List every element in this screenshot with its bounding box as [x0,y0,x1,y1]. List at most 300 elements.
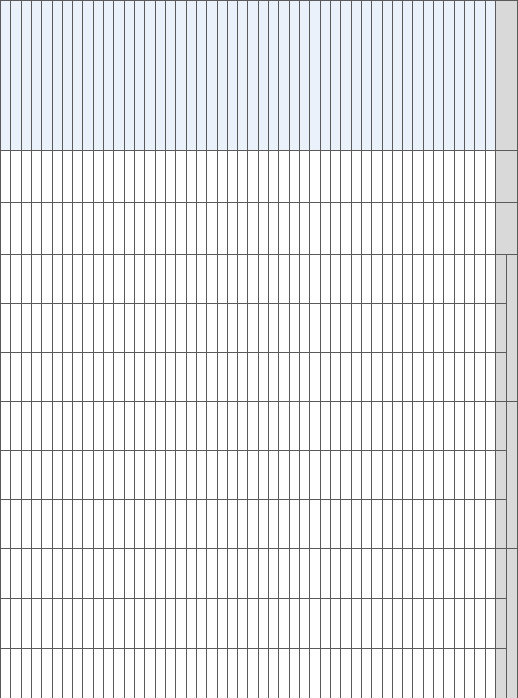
delta-cell [392,649,402,698]
header-subcol [496,304,507,353]
header-subcol [496,451,507,500]
group-value-cell [207,304,217,353]
delta-cell [31,500,41,549]
delta-cell [300,649,310,698]
group-value-cell [21,304,31,353]
row-label [361,1,371,151]
delta-cell [361,353,371,402]
group-value-cell [166,402,176,451]
group-value-cell [320,549,330,599]
delta-cell [207,649,217,698]
delta-cell [444,353,454,402]
row-label [145,1,155,151]
value-cell [279,151,289,203]
row-label [372,1,382,151]
table-row [300,1,310,698]
value-cell [475,203,485,255]
value-cell [351,203,361,255]
header-group-2 [507,402,518,549]
delta-cell [124,353,134,402]
value-cell [196,151,206,203]
header-subcol [496,649,507,698]
group-value-cell [320,451,330,500]
group-value-cell [361,304,371,353]
delta-cell [227,500,237,549]
delta-cell [382,500,392,549]
group-value-cell [52,402,62,451]
group-value-cell [269,304,279,353]
group-value-cell [289,451,299,500]
group-value-cell [392,304,402,353]
delta-cell [392,500,402,549]
value-cell [217,203,227,255]
group-value-cell [392,549,402,599]
value-cell [83,203,93,255]
group-value-cell [31,255,41,304]
group-value-cell [310,451,320,500]
group-value-cell [114,451,124,500]
delta-cell [186,500,196,549]
row-label [62,1,72,151]
delta-cell [1,353,11,402]
value-cell [392,151,402,203]
row-label [73,1,83,151]
group-value-cell [73,451,83,500]
group-value-cell [475,549,485,599]
group-value-cell [114,304,124,353]
group-value-cell [434,304,444,353]
group-value-cell [361,549,371,599]
table-row [485,1,495,698]
value-cell [269,151,279,203]
group-value-cell [238,451,248,500]
group-value-cell [62,549,72,599]
group-value-cell [485,451,495,500]
table-row [62,1,72,698]
group-value-cell [155,255,165,304]
delta-cell [485,649,495,698]
value-cell [382,151,392,203]
group-value-cell [444,549,454,599]
value-cell [207,203,217,255]
delta-cell [382,353,392,402]
value-cell [341,151,351,203]
value-cell [258,151,268,203]
table-row [279,1,289,698]
delta-cell [62,353,72,402]
row-label [124,1,134,151]
value-cell [1,203,11,255]
value-cell [392,203,402,255]
header-group-1 [507,255,518,402]
table-row [372,1,382,698]
delta-cell [42,649,52,698]
table-row [217,1,227,698]
group-value-cell [248,402,258,451]
group-value-cell [382,402,392,451]
delta-cell [176,500,186,549]
group-value-cell [331,549,341,599]
group-value-cell [114,255,124,304]
value-cell [207,151,217,203]
group-value-cell [279,599,289,649]
group-value-cell [475,255,485,304]
group-value-cell [186,402,196,451]
group-value-cell [289,304,299,353]
table-row [145,1,155,698]
table-row [331,1,341,698]
group-value-cell [372,549,382,599]
group-value-cell [434,402,444,451]
value-cell [176,203,186,255]
group-value-cell [83,255,93,304]
group-value-cell [21,402,31,451]
group-value-cell [300,304,310,353]
group-value-cell [331,402,341,451]
value-cell [31,151,41,203]
row-label [413,1,423,151]
value-cell [62,203,72,255]
group-value-cell [104,402,114,451]
row-label [227,1,237,151]
group-value-cell [485,304,495,353]
group-value-cell [42,549,52,599]
row-label [465,1,475,151]
row-label [135,1,145,151]
group-value-cell [289,599,299,649]
table-row [31,1,41,698]
delta-cell [227,649,237,698]
group-value-cell [196,549,206,599]
group-value-cell [104,255,114,304]
group-value-cell [258,304,268,353]
group-value-cell [1,402,11,451]
group-value-cell [454,304,464,353]
delta-cell [434,353,444,402]
delta-cell [351,649,361,698]
delta-cell [310,353,320,402]
table-body [1,1,496,698]
delta-cell [320,500,330,549]
group-value-cell [83,304,93,353]
group-value-cell [351,451,361,500]
group-value-cell [341,402,351,451]
group-value-cell [52,549,62,599]
group-value-cell [465,402,475,451]
row-label [176,1,186,151]
group-value-cell [186,255,196,304]
delta-cell [83,353,93,402]
group-value-cell [196,599,206,649]
group-value-cell [135,451,145,500]
value-cell [310,151,320,203]
group-value-cell [382,599,392,649]
group-value-cell [289,549,299,599]
group-value-cell [475,451,485,500]
delta-cell [62,649,72,698]
delta-cell [279,649,289,698]
delta-cell [361,500,371,549]
group-value-cell [444,402,454,451]
delta-cell [465,649,475,698]
delta-cell [331,649,341,698]
group-value-cell [31,599,41,649]
delta-cell [289,353,299,402]
group-value-cell [434,451,444,500]
delta-cell [444,500,454,549]
group-value-cell [11,549,21,599]
header-year-b [496,203,518,255]
group-value-cell [485,402,495,451]
value-cell [248,203,258,255]
group-value-cell [269,599,279,649]
delta-cell [227,353,237,402]
row-label [186,1,196,151]
table-row [207,1,217,698]
group-value-cell [300,599,310,649]
delta-cell [186,353,196,402]
group-value-cell [31,549,41,599]
delta-cell [114,353,124,402]
value-cell [73,203,83,255]
value-cell [104,151,114,203]
delta-cell [279,500,289,549]
group-value-cell [382,451,392,500]
value-cell [114,151,124,203]
table-row [310,1,320,698]
value-cell [42,151,52,203]
group-value-cell [423,549,433,599]
group-value-cell [413,451,423,500]
group-value-cell [248,304,258,353]
value-cell [73,151,83,203]
value-cell [465,203,475,255]
row-label [310,1,320,151]
value-cell [372,203,382,255]
group-value-cell [73,255,83,304]
row-label [21,1,31,151]
group-value-cell [52,451,62,500]
group-value-cell [361,255,371,304]
value-cell [135,203,145,255]
delta-cell [114,649,124,698]
group-value-cell [279,451,289,500]
row-label [434,1,444,151]
header-subcol [496,549,507,599]
group-value-cell [42,451,52,500]
group-value-cell [93,304,103,353]
group-value-cell [1,549,11,599]
value-cell [1,151,11,203]
value-cell [93,151,103,203]
value-cell [310,203,320,255]
row-label [1,1,11,151]
table-row [269,1,279,698]
group-value-cell [320,255,330,304]
group-value-cell [93,255,103,304]
value-cell [166,203,176,255]
header-item [496,1,518,151]
table-row [423,1,433,698]
group-value-cell [403,451,413,500]
group-value-cell [248,451,258,500]
delta-cell [341,500,351,549]
value-cell [93,203,103,255]
group-value-cell [83,451,93,500]
group-value-cell [93,599,103,649]
group-value-cell [21,599,31,649]
delta-cell [475,649,485,698]
group-value-cell [300,549,310,599]
group-value-cell [444,255,454,304]
group-value-cell [434,549,444,599]
group-value-cell [21,451,31,500]
value-cell [166,151,176,203]
group-value-cell [403,255,413,304]
row-label [403,1,413,151]
group-value-cell [73,549,83,599]
row-label [300,1,310,151]
table-row [248,1,258,698]
group-value-cell [320,304,330,353]
delta-cell [155,353,165,402]
group-value-cell [1,599,11,649]
header-subcol [496,599,507,649]
delta-cell [21,500,31,549]
group-value-cell [93,451,103,500]
group-value-cell [331,451,341,500]
row-label [83,1,93,151]
table-row [83,1,93,698]
delta-cell [341,649,351,698]
group-value-cell [361,599,371,649]
row-label [289,1,299,151]
delta-cell [155,500,165,549]
group-value-cell [372,402,382,451]
delta-cell [248,500,258,549]
row-label [320,1,330,151]
group-value-cell [444,599,454,649]
group-value-cell [248,599,258,649]
delta-cell [135,649,145,698]
delta-cell [238,649,248,698]
group-value-cell [1,304,11,353]
table-row [186,1,196,698]
value-cell [485,151,495,203]
table-row [11,1,21,698]
group-value-cell [52,304,62,353]
group-value-cell [403,599,413,649]
group-value-cell [300,402,310,451]
value-cell [145,203,155,255]
delta-cell [52,353,62,402]
group-value-cell [186,599,196,649]
value-cell [227,203,237,255]
group-value-cell [351,255,361,304]
row-label [93,1,103,151]
group-value-cell [73,599,83,649]
group-value-cell [11,304,21,353]
group-value-cell [279,402,289,451]
group-value-cell [42,255,52,304]
delta-cell [207,353,217,402]
group-value-cell [227,549,237,599]
value-cell [485,203,495,255]
header-row-groups [507,1,518,698]
group-value-cell [196,304,206,353]
group-value-cell [196,255,206,304]
group-value-cell [454,599,464,649]
table-row [341,1,351,698]
delta-cell [21,649,31,698]
group-value-cell [258,451,268,500]
group-value-cell [227,255,237,304]
value-cell [135,151,145,203]
table-row [475,1,485,698]
row-label [382,1,392,151]
group-value-cell [454,549,464,599]
group-value-cell [11,402,21,451]
value-cell [382,203,392,255]
value-cell [454,151,464,203]
group-value-cell [341,304,351,353]
delta-cell [176,353,186,402]
group-value-cell [104,304,114,353]
delta-cell [454,500,464,549]
group-value-cell [413,599,423,649]
group-value-cell [279,304,289,353]
group-value-cell [372,304,382,353]
group-value-cell [454,451,464,500]
value-cell [434,151,444,203]
group-value-cell [83,549,93,599]
delta-cell [320,649,330,698]
group-value-cell [145,255,155,304]
group-value-cell [413,402,423,451]
group-value-cell [227,451,237,500]
delta-cell [135,500,145,549]
value-cell [300,203,310,255]
value-cell [83,151,93,203]
delta-cell [145,649,155,698]
group-value-cell [176,304,186,353]
value-cell [423,203,433,255]
value-cell [300,151,310,203]
table-row [42,1,52,698]
group-value-cell [475,304,485,353]
delta-cell [361,649,371,698]
group-value-cell [217,549,227,599]
delta-cell [403,649,413,698]
group-value-cell [238,255,248,304]
value-cell [341,203,351,255]
group-value-cell [279,255,289,304]
delta-cell [166,649,176,698]
row-label [207,1,217,151]
group-value-cell [382,304,392,353]
group-value-cell [124,549,134,599]
value-cell [104,203,114,255]
group-value-cell [176,549,186,599]
row-label [238,1,248,151]
group-value-cell [176,402,186,451]
group-value-cell [135,304,145,353]
group-value-cell [196,451,206,500]
delta-cell [135,353,145,402]
group-value-cell [269,255,279,304]
delta-cell [258,500,268,549]
delta-cell [83,649,93,698]
